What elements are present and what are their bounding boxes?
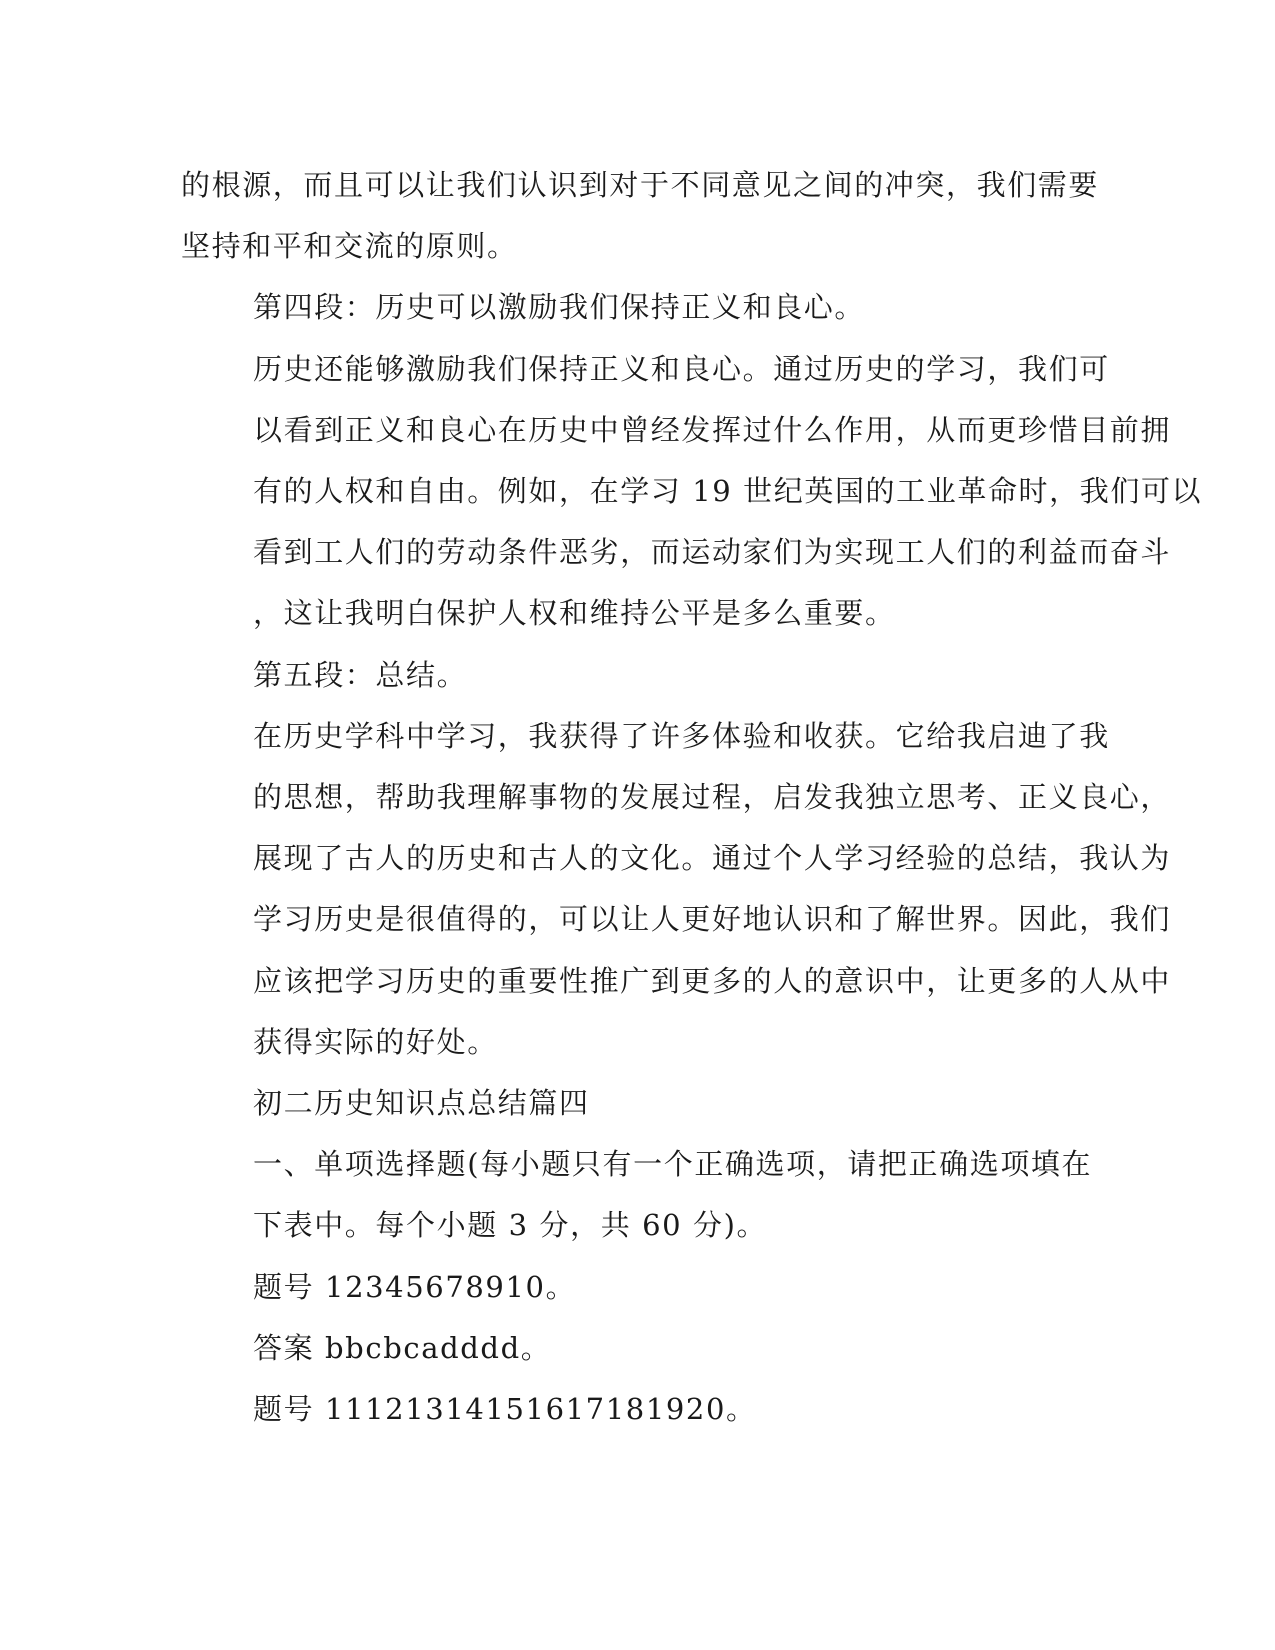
paragraph bbox=[181, 155, 1100, 277]
text-line: 下表中。每个小题 3 分，共 60 分)。 bbox=[253, 1208, 768, 1243]
text-line: 获得实际的好处。 bbox=[253, 1024, 498, 1059]
paragraph bbox=[181, 1257, 1041, 1318]
text-line: 历史还能够激励我们保持正义和良心。通过历史的学习，我们可 bbox=[253, 351, 1110, 386]
text-line: 初二历史知识点总结篇四 bbox=[253, 1086, 590, 1121]
text-line: 一、单项选择题(每小题只有一个正确选项，请把正确选项填在 bbox=[253, 1147, 1093, 1182]
text-line: 坚持和平和交流的原则。 bbox=[181, 229, 518, 264]
text-line: 应该把学习历史的重要性推广到更多的人的意识中，让更多的人从中 bbox=[253, 963, 1172, 998]
text-line: 第五段：总结。 bbox=[253, 657, 468, 692]
text-line: 学习历史是很值得的，可以让人更好地认识和了解世界。因此，我们 bbox=[253, 902, 1172, 937]
text-line: 展现了古人的历史和古人的文化。通过个人学习经验的总结，我认为 bbox=[253, 841, 1172, 876]
text-line: 答案 bbcbcadddd。 bbox=[253, 1330, 552, 1365]
text-line: 题号 12345678910。 bbox=[253, 1269, 577, 1304]
paragraph bbox=[181, 1134, 1093, 1256]
paragraph bbox=[181, 339, 1203, 645]
paragraph bbox=[181, 277, 1041, 338]
text-line: 题号 11121314151617181920。 bbox=[253, 1392, 757, 1427]
text-line: 的根源，而且可以让我们认识到对于不同意见之间的冲突，我们需要 bbox=[181, 168, 1100, 202]
paragraph bbox=[181, 1073, 1041, 1134]
text-line: ，这让我明白保护人权和维持公平是多么重要。 bbox=[253, 596, 896, 631]
paragraph bbox=[181, 706, 1172, 1073]
text-line: 有的人权和自由。例如，在学习 19 世纪英国的工业革命时，我们可以 bbox=[253, 474, 1203, 509]
paragraph bbox=[181, 645, 1041, 706]
document-body bbox=[181, 155, 1203, 1440]
text-line: 的思想，帮助我理解事物的发展过程，启发我独立思考、正义良心， bbox=[253, 780, 1172, 815]
text-line: 看到工人们的劳动条件恶劣，而运动家们为实现工人们的利益而奋斗 bbox=[253, 535, 1172, 570]
paragraph bbox=[181, 1318, 1041, 1379]
paragraph bbox=[181, 1379, 1041, 1440]
text-line: 以看到正义和良心在历史中曾经发挥过什么作用，从而更珍惜目前拥 bbox=[253, 412, 1172, 447]
text-line: 在历史学科中学习，我获得了许多体验和收获。它给我启迪了我 bbox=[253, 718, 1110, 753]
text-line: 第四段：历史可以激励我们保持正义和良心。 bbox=[253, 290, 866, 325]
